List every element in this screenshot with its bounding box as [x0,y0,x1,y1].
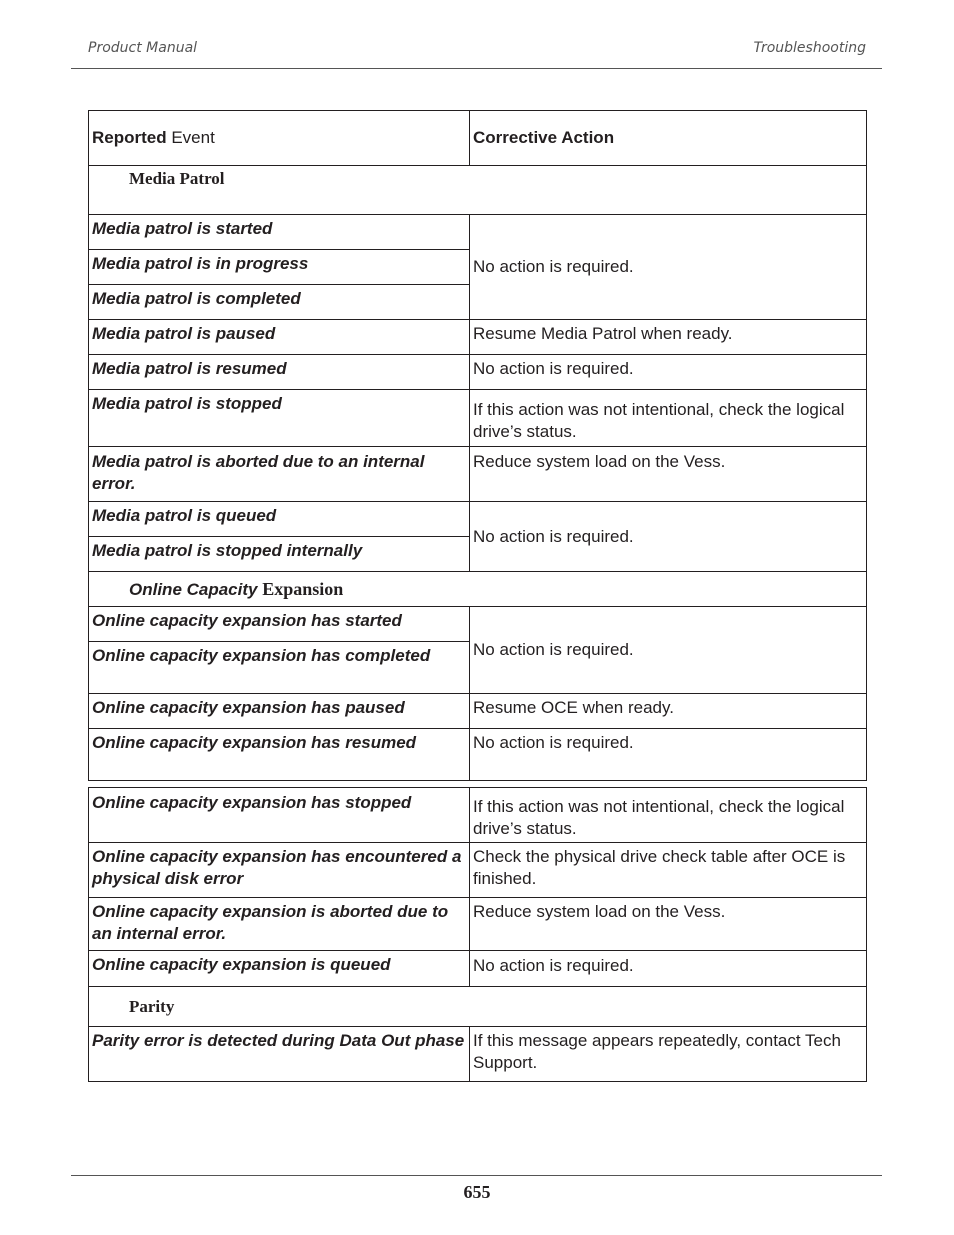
column-header-event-bold: Reported [92,128,167,147]
event-cell: Media patrol is queued [89,502,470,537]
action-cell: No action is required. [470,951,867,987]
column-header-event [89,111,470,166]
event-cell: Media patrol is in progress [89,250,470,285]
event-cell: Media patrol is completed [89,285,470,320]
event-cell: Online capacity expansion has stopped [89,788,470,843]
event-cell: Online capacity expansion is aborted due to an internal error. [89,898,470,951]
event-cell: Media patrol is stopped internally [89,537,470,572]
table-header-row [89,111,867,166]
action-cell: Reduce system load on the Vess. [470,898,867,951]
section-title-media-patrol: Media Patrol [89,166,867,215]
header-product-manual: Product Manual [88,40,198,56]
event-cell: Media patrol is started [89,215,470,250]
action-cell: Reduce system load on the Vess. [470,447,867,502]
action-cell: No action is required. [470,215,867,320]
event-cell: Online capacity expansion has resumed [89,729,470,781]
events-table-2 [88,787,867,1082]
action-cell: If this action was not intentional, check the logical drive’s status. [470,788,867,843]
event-cell: Online capacity expansion has started [89,607,470,642]
table-row [89,694,867,729]
table-row [89,788,867,843]
event-cell: Online capacity expansion has completed [89,642,470,694]
action-cell: No action is required. [470,502,867,572]
table-row [89,607,867,642]
events-table-1 [88,110,867,781]
header-rule [71,68,882,69]
event-cell: Media patrol is aborted due to an internal error. [89,447,470,502]
action-cell: If this action was not intentional, check the logical drive’s status. [470,390,867,447]
section-row-parity [89,987,867,1027]
event-cell: Media patrol is paused [89,320,470,355]
event-cell: Media patrol is resumed [89,355,470,390]
action-cell: No action is required. [470,729,867,781]
section-row-media-patrol [89,166,867,215]
table-row [89,215,867,250]
table-row [89,1027,867,1082]
section-title-oce [89,572,867,607]
table-row [89,390,867,447]
action-cell: No action is required. [470,607,867,694]
table-row [89,502,867,537]
action-cell: If this message appears repeatedly, contact Tech Support. [470,1027,867,1082]
event-cell: Parity error is detected during Data Out phase [89,1027,470,1082]
footer-rule [71,1175,882,1176]
table-row [89,355,867,390]
action-cell: Resume OCE when ready. [470,694,867,729]
event-cell: Media patrol is stopped [89,390,470,447]
action-cell: Resume Media Patrol when ready. [470,320,867,355]
event-cell: Online capacity expansion is queued [89,951,470,987]
column-header-action: Corrective Action [470,111,867,166]
section-title-parity: Parity [89,987,867,1027]
table-row [89,729,867,781]
event-cell: Online capacity expansion has encountered a physical disk error [89,843,470,898]
table-row [89,951,867,987]
section-title-oce-part2: Expansion [262,578,344,599]
column-header-event-rest: Event [166,128,215,147]
event-cell: Online capacity expansion has paused [89,694,470,729]
header-troubleshooting: Troubleshooting [753,40,866,56]
action-cell: No action is required. [470,355,867,390]
section-row-oce [89,572,867,607]
table-row [89,898,867,951]
section-title-oce-part1: Online Capacity [129,579,263,599]
table-row [89,843,867,898]
table-row [89,320,867,355]
page-number: 655 [463,1182,491,1202]
table-row [89,447,867,502]
action-cell: Check the physical drive check table after OCE is finished. [470,843,867,898]
